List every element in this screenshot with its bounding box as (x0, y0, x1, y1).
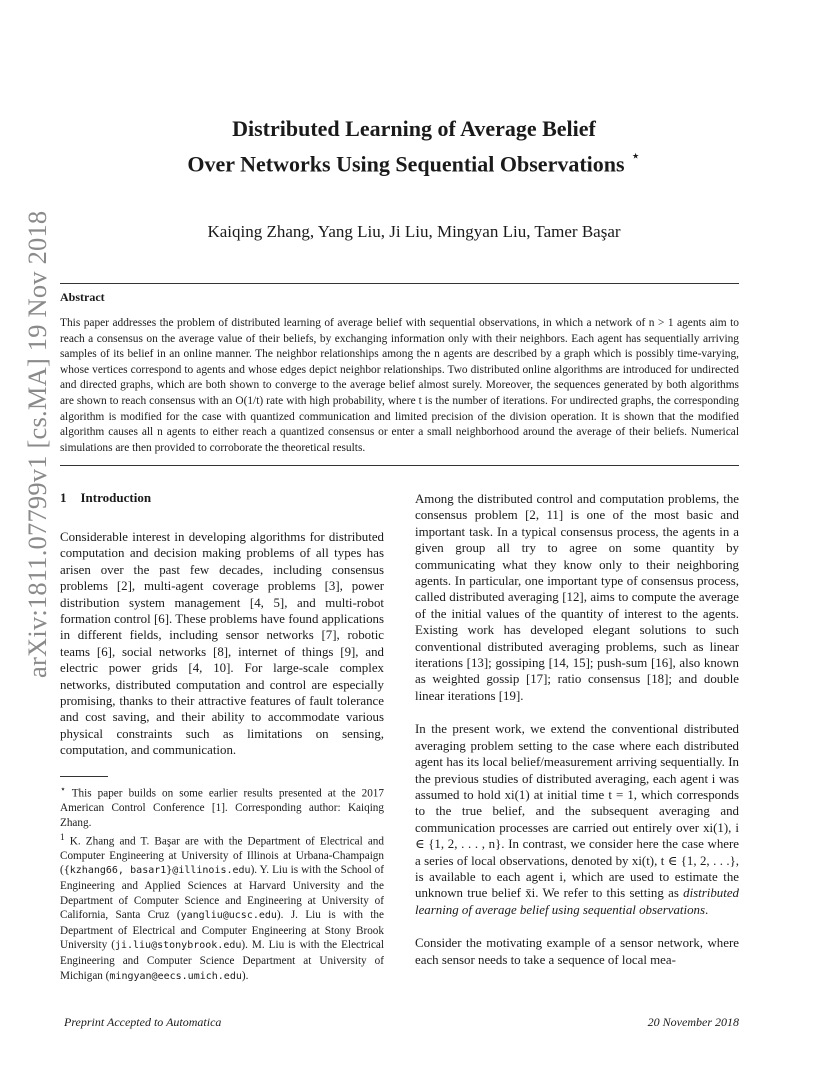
footnote-2-text-b: ). Y. Liu is with the School of Engineering and Applied Sciences at Harvard University and the Department of Computer Science and Engineering at University of California, Santa Cruz ( (60, 864, 384, 922)
title-line-2 (60, 144, 768, 179)
email-liu-m: mingyan@eecs.umich.edu (109, 970, 242, 982)
footnote-rule (60, 776, 108, 777)
title-line-1: Distributed Learning of Average Belief (232, 116, 596, 141)
section-number: 1 (60, 490, 67, 505)
footer-right: 20 November 2018 (647, 1015, 739, 1029)
abstract-bottom-rule (60, 465, 739, 466)
arxiv-stamp-text: arXiv:1811.07799v1 [cs.MA] 19 Nov 2018 (22, 210, 52, 678)
footnotes (60, 783, 384, 984)
footnote-2-text-c: ). J. Liu is with the Department of Electrical and Computer Engineering at Stony Brook University ( (60, 909, 384, 952)
footer-left: Preprint Accepted to Automatica (64, 1015, 222, 1029)
author-list: Kaiqing Zhang, Yang Liu, Ji Liu, Mingyan Liu, Tamer Başar (207, 222, 621, 241)
section-heading (60, 490, 151, 506)
title-line-2-text: Over Networks Using Sequential Observations (187, 151, 625, 177)
email-liu-j: ji.liu@stonybrook.edu (114, 940, 242, 952)
footnote-2-text-a: K. Zhang and T. Başar are with the Department of Electrical and Computer Engineering at University of Illinois at Urbana-Champaign ( (60, 835, 384, 877)
footnote-1-marker: ⋆ (60, 785, 66, 795)
intro-paragraph-4: Consider the motivating example of a sensor network, where each sensor needs to take a sequence of local mea- (415, 936, 739, 967)
left-column (60, 529, 384, 759)
footnote-2-marker: 1 (60, 832, 65, 843)
arxiv-identifier-stamp (0, 0, 52, 678)
email-liu-y: yangliu@ucsc.edu (180, 910, 277, 922)
title-footnote-marker: ⋆ (630, 148, 641, 165)
footnote-1-text: This paper builds on some earlier results presented at the 2017 American Control Conference [1]. Corresponding author: Kaiqing Zhang. (60, 787, 384, 829)
email-zhang-basar: {kzhang66, basar1}@illinois.edu (63, 865, 251, 877)
footnote-2-text-e: ). (241, 969, 249, 982)
intro-paragraph-3-emphasis: distributed learning of average belief using sequential observations (415, 886, 739, 917)
footnote-1 (60, 783, 384, 831)
intro-paragraph-2: Among the distributed control and computation problems, the consensus problem [2, 11] is one of the most basic and important task. In a typical consensus process, the agents in a given group all try to agree on some quantity by communicating what they know only to their neighboring agents. In particular, one important type of consensus process, called distributed averaging [12], aims to compute the average of the initial values of the quantity of interest to the agents. Existing work has developed elegant solutions to such conventional distributed averaging problems, such as linear iterations [13]; gossiping [14, 15]; push-sum [16], also known as weighted gossip [17]; ratio consensus [18]; and double linear iterations [19]. (415, 492, 739, 703)
abstract-top-rule (60, 283, 739, 284)
intro-paragraph-3-text-a: In the present work, we extend the conventional distributed averaging problem setting to the case where each distributed agent has its local belief/measurement arriving sequentially. In the previous studies of distributed averaging, each agent i was assumed to hold xi(1) at initial time t = 1, which corresponds to the true belief, and the subsequent averaging and communication processes are carried out entirely over xi(1), i ∈ {1, 2, . . . , n}. In contrast, we consider here the case where a series of local observations, denoted by xi(t), t ∈ {1, 2, . . .}, is available to each agent i, which are used to estimate the unknown true belief x̄i. We refer to this setting as (415, 722, 739, 901)
abstract-heading: Abstract (60, 290, 105, 304)
intro-paragraph-1: Considerable interest in developing algorithms for distributed computation and decision making problems of all types has arisen over the past few decades, including consensus problems [2], multi-agent coverage problems [3], power distribution system management [4, 5], and multi-robot formation control [6]. These problems have found applications in different fields, including sensor networks [7], robotic teams [6], social networks [8], internet of things [9], and electric power grids [4, 10]. For large-scale complex networks, distributed computation and control are especially promising, thanks to their attractive features of fault tolerance and cost saving, and their ability to accommodate various physical constraints such as limitations on sensing, computation, and communication. (60, 530, 384, 758)
intro-paragraph-3-text-b: . (705, 902, 709, 917)
abstract-body: This paper addresses the problem of distributed learning of average belief with sequential observations, in which a network of n > 1 agents aim to reach a consensus on the average value of their beliefs, by exchanging information only with their neighbors. Each agent has sequentially arriving samples of its belief in an online manner. The neighbor relationships among the n agents are described by a graph which is possibly time-varying, whose vertices correspond to agents and whose edges depict neighbor relationships. Two distributed online algorithms are introduced for undirected and directed graphs, which are both shown to converge to the average belief almost surely. Moreover, the sequences generated by both algorithms are shown to reach consensus with an O(1/t) rate with high probability, where t is the number of iterations. For undirected graphs, the corresponding algorithm is modified for the case with quantized communication and limited precision of the division operation. It is shown that the modified algorithm causes all n agents to either reach a quantized consensus or enter a small neighborhood around the average of their beliefs. Numerical simulations are then provided to corroborate the theoretical results. (60, 317, 739, 454)
footnote-2-text-d: ). M. Liu is with the Electrical Engineering and Computer Science Department at University of Michigan ( (60, 939, 384, 982)
footnote-2 (60, 831, 384, 985)
right-column (415, 491, 739, 968)
section-title: Introduction (80, 490, 152, 505)
paper-title (60, 114, 768, 179)
intro-paragraph-3 (415, 721, 739, 918)
